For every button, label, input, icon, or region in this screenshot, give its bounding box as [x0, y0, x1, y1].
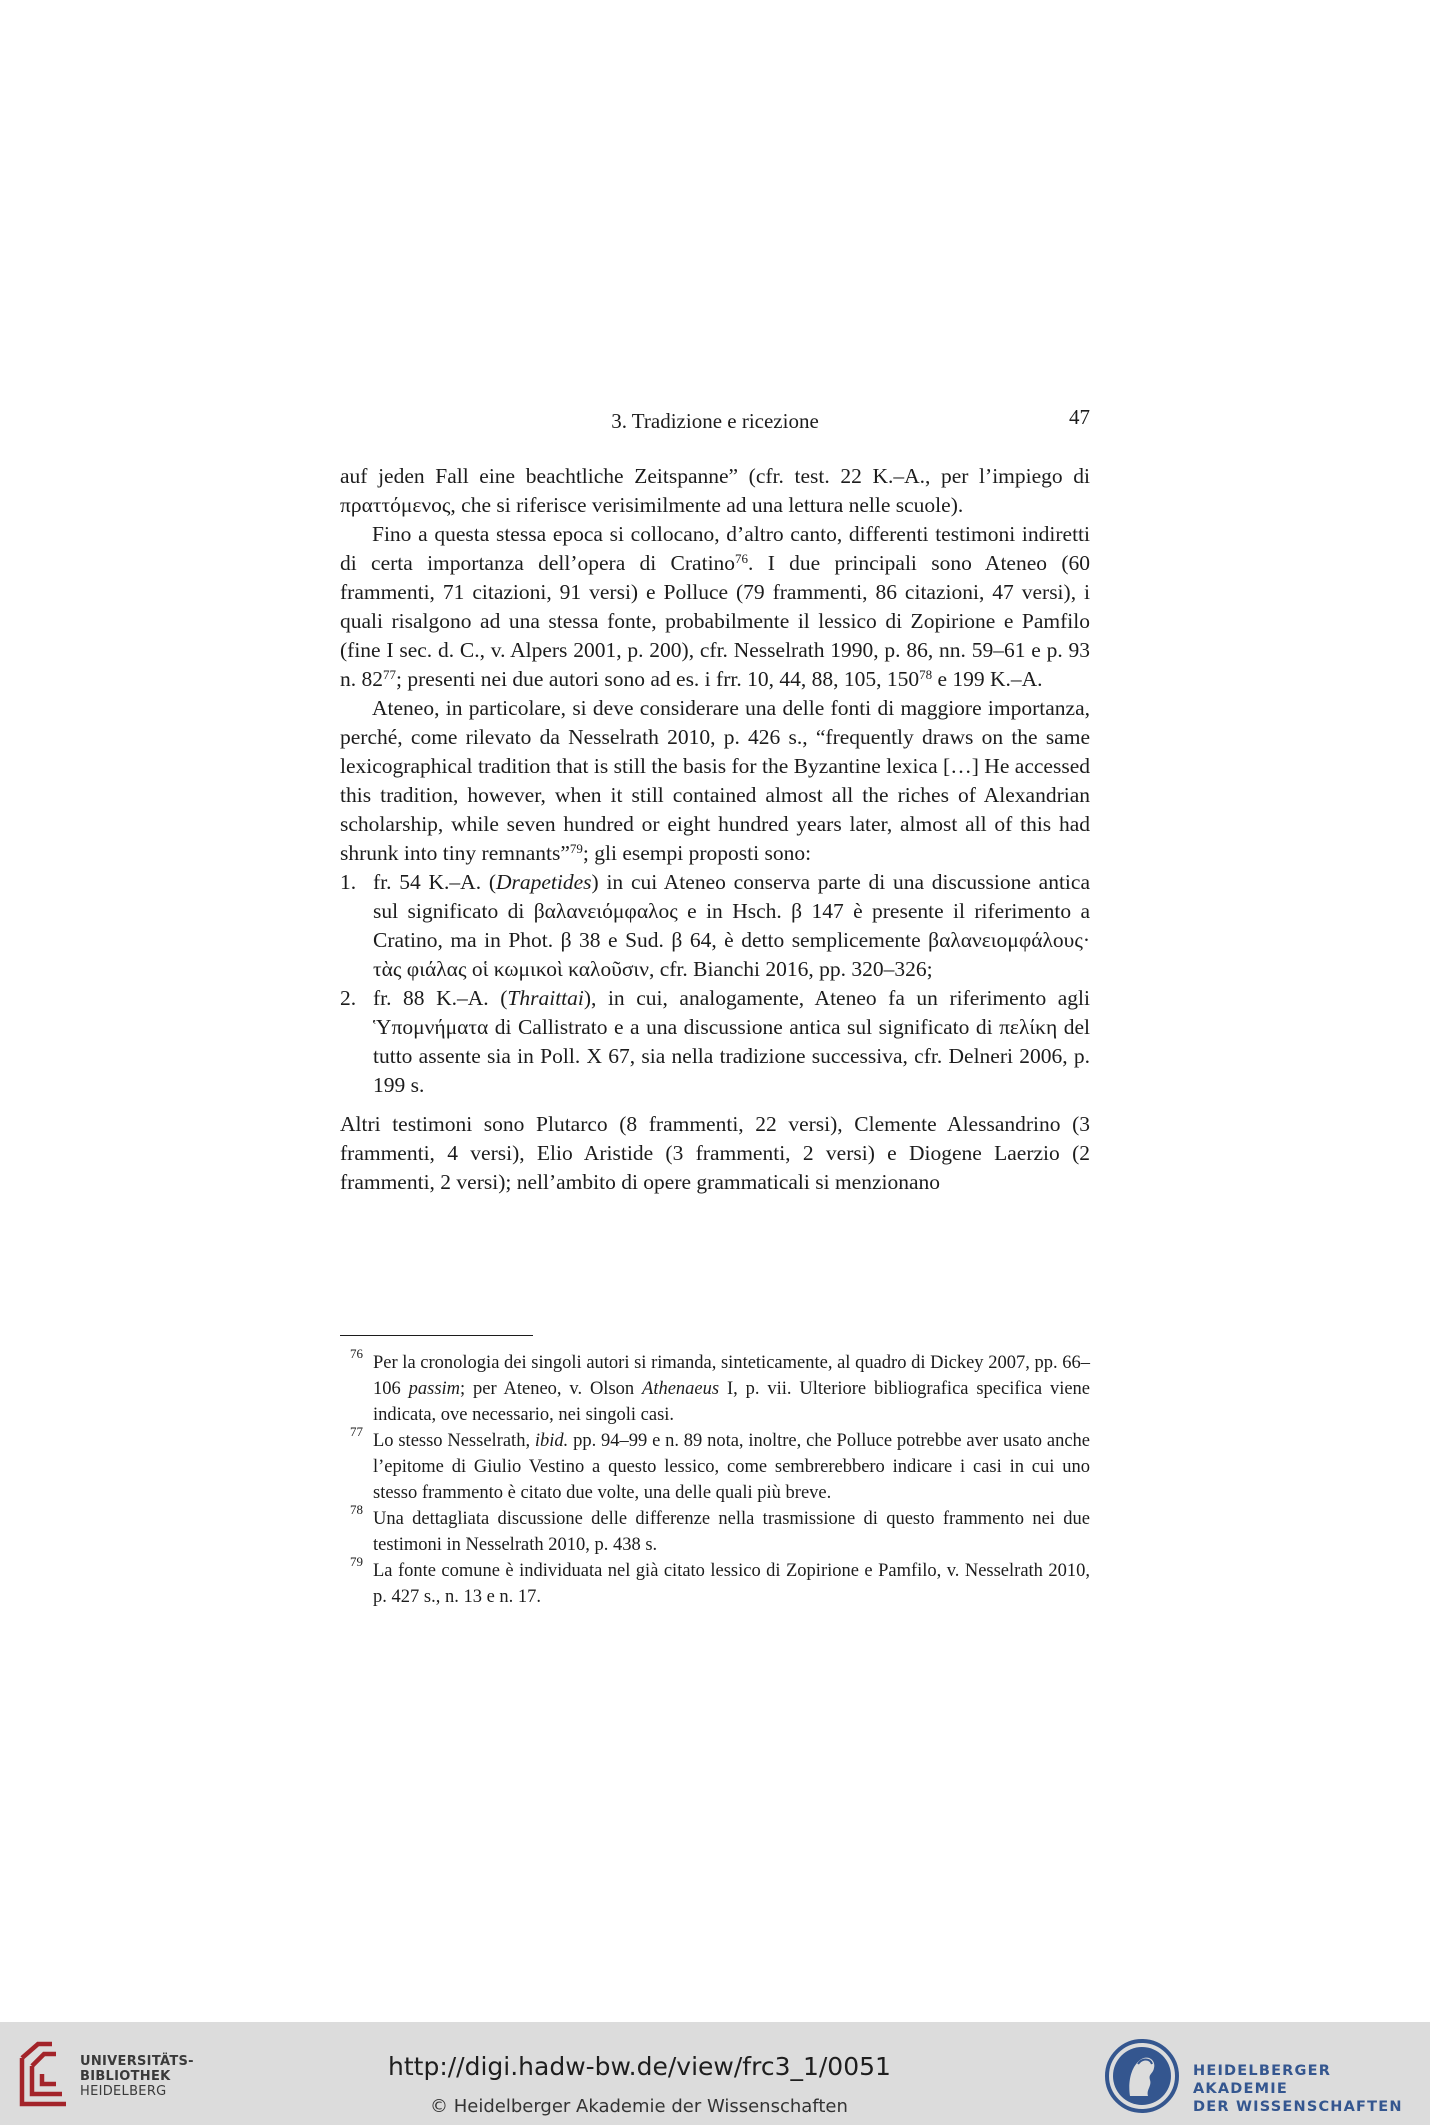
- footnote-separator: [340, 1335, 533, 1336]
- footnote-ref[interactable]: 79: [569, 841, 583, 856]
- university-library-name: UNIVERSITÄTS- BIBLIOTHEK HEIDELBERG: [80, 2054, 194, 2099]
- list-number: 2.: [340, 986, 357, 1010]
- academy-name: HEIDELBERGER AKADEMIE DER WISSENSCHAFTEN: [1193, 2063, 1403, 2115]
- academy-seal-logo-icon[interactable]: [1104, 2038, 1180, 2114]
- list-number: 1.: [340, 870, 357, 894]
- footnote-ref[interactable]: 76: [735, 551, 749, 566]
- footnote: 79 La fonte comune è individuata nel già citato lessico di Zopirione e Pamfilo, v. Nesselrath 2010, p. 427 s., n. 13 e n. 17.: [350, 1554, 1090, 1607]
- copyright-notice: © Heidelberger Akademie der Wissenschaften: [430, 2096, 848, 2117]
- running-head-title: 3. Tradizione e ricezione: [611, 409, 819, 433]
- footnote: 77 Lo stesso Nesselrath, ibid. pp. 94–99 e n. 89 nota, inoltre, che Polluce potrebbe aver usato anche l’epitome di Giulio Vestino a questo lessico, come sembrerebbero indicare i casi in cui uno stesso frammento è citato due volte, una delle quali più breve.: [350, 1424, 1090, 1503]
- list-item: 1. fr. 54 K.–A. (Drapetides) in cui Ateneo conserva parte di una discussione antica sul significato di βαλανειόμφαλος e in Hsch. β 147 è presente il riferimento a Cratino, ma in Phot. β 38 e Sud. β 64, è detto semplicemente βαλανειομφάλους· τὰς φιάλας οἱ κωμικοὶ καλοῦσιν, cfr. Bianchi 2016, pp. 320–326;: [340, 870, 1090, 981]
- footnote-number: 76: [350, 1346, 363, 1361]
- main-text: [340, 462, 1090, 1197]
- footnote: 78 Una dettagliata discussione delle differenze nella trasmissione di questo frammento nei due testimoni in Nesselrath 2010, p. 438 s.: [350, 1502, 1090, 1555]
- footnote: 76 Per la cronologia dei singoli autori si rimanda, sinteticamente, al quadro di Dickey 2007, pp. 66–106 passim; per Ateneo, v. Olson Athenaeus I, p. vii. Ulteriore bibliografica specifica viene indicata, ove necessario, nei singoli casi.: [350, 1346, 1091, 1425]
- permalink-url[interactable]: http://digi.hadw-bw.de/view/frc3_1/0051: [388, 2052, 891, 2081]
- paragraph: auf jeden Fall eine beachtliche Zeitspanne” (cfr. test. 22 K.–A., per l’impiego di πραττόμενος, che si riferisce verisimilmente ad una lettura nelle scuole).: [340, 464, 1090, 517]
- running-head: [340, 405, 1090, 435]
- footnote-number: 77: [350, 1424, 363, 1439]
- paragraph: Altri testimoni sono Plutarco (8 frammenti, 22 versi), Clemente Alessandrino (3 frammenti, 4 versi), Elio Aristide (3 frammenti, 2 versi) e Diogene Laerzio (2 frammenti, 2 versi); nell’ambito di opere grammaticali si menzionano: [340, 1112, 1090, 1194]
- footnote-number: 78: [350, 1502, 363, 1517]
- footnote-number: 79: [350, 1554, 363, 1569]
- footnote-ref[interactable]: 78: [919, 667, 933, 682]
- viewer-footer-bar: [0, 2022, 1430, 2125]
- examples-list: [340, 868, 1090, 1100]
- list-item: 2. fr. 88 K.–A. (Thraittai), in cui, analogamente, Ateneo fa un riferimento agli Ὑπομνήματα di Callistrato e a una discussione antica sul significato di πελίκη del tutto assente sia in Poll. X 67, sia nella tradizione successiva, cfr. Delneri 2006, p. 199 s.: [340, 986, 1090, 1097]
- university-library-logo-icon[interactable]: [16, 2038, 72, 2110]
- paragraph: Fino a questa stessa epoca si collocano, d’altro canto, differenti testimoni indiretti di certa importanza dell’opera di Cratino$^{76}$. I due principali sono Ateneo (60 frammenti, 71 citazioni, 91 versi) e Polluce (79 frammenti, 86 citazioni, 47 versi), i quali risalgono ad una stessa fonte, probabilmente il lessico di Zopirione e Pamfilo (fine I sec. d. C., v. Alpers 2001, p. 200), cfr. Nesselrath 1990, p. 86, nn. 59–61 e p. 93 n. $82^{77}$; presenti nei due autori sono ad es. i frr. 10, 44, 88, 105, $150^{78}$ e 199 K.–A.: [340, 522, 1090, 691]
- footnotes: [340, 1346, 1091, 1610]
- paragraph: Ateneo, in particolare, si deve considerare una delle fonti di maggiore importanza, perché, come rilevato da Nesselrath 2010, p. 426 s., “frequently draws on the same lexicographical tradition that is still the basis for the Byzantine lexica […] He accessed this tradition, however, when it still contained almost all the riches of Alexandrian scholarship, while seven hundred or eight hundred years later, almost all of this had shrunk into tiny remnants”$^{79}$; gli esempi proposti sono:: [340, 696, 1090, 865]
- page-number: 47: [1069, 405, 1090, 429]
- footnote-ref[interactable]: 77: [383, 667, 396, 682]
